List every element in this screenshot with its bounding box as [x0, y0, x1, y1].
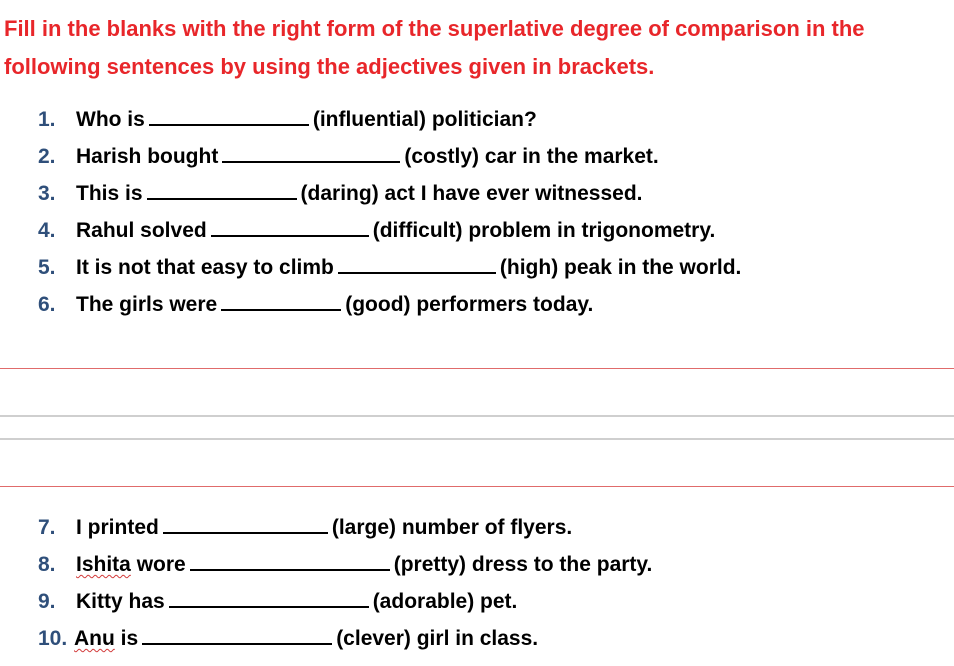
section-divider	[0, 415, 954, 417]
question-text	[74, 620, 538, 657]
question-text-after: (difficult) problem in trigonometry.	[372, 219, 716, 242]
question-text-before: The girls were	[76, 293, 218, 316]
question-text	[76, 138, 659, 175]
question-text-before: Who is	[76, 108, 145, 131]
question-text-after: (influential) politician?	[312, 108, 537, 131]
question-text	[76, 509, 572, 546]
answer-blank[interactable]	[149, 102, 309, 126]
question-text	[76, 175, 643, 212]
question-number: 3.	[38, 182, 56, 205]
question-text-after: (clever) girl in class.	[336, 627, 539, 650]
question-number: 9.	[38, 590, 56, 613]
question-text-before: I printed	[76, 516, 159, 539]
answer-blank[interactable]	[338, 250, 496, 274]
spellcheck-flagged-name: Ishita	[76, 553, 131, 576]
question-text-before: Kitty has	[76, 590, 165, 613]
question-text-after: (good) performers today.	[345, 293, 594, 316]
instructions-line-1: Fill in the blanks with the right form of the superlative degree of comparison in the	[4, 16, 865, 41]
question-text	[76, 212, 715, 249]
question-text-before: wore	[136, 553, 186, 576]
question-text	[76, 583, 517, 620]
question-number: 8.	[38, 553, 56, 576]
answer-blank[interactable]	[190, 547, 390, 571]
question-text	[76, 546, 652, 583]
question-text	[76, 249, 741, 286]
question-number: 6.	[38, 293, 56, 316]
instructions-heading	[4, 10, 954, 86]
spellcheck-flagged-name: Anu	[74, 627, 115, 650]
answer-blank[interactable]	[147, 176, 297, 200]
section-divider	[0, 368, 954, 369]
question-text	[76, 101, 537, 138]
section-divider	[0, 486, 954, 487]
question-text-before: Rahul solved	[76, 219, 207, 242]
instructions-line-2: following sentences by using the adjectives given in brackets.	[4, 54, 655, 79]
answer-blank[interactable]	[211, 213, 369, 237]
question-number: 2.	[38, 145, 56, 168]
question-text-after: (costly) car in the market.	[404, 145, 659, 168]
answer-blank[interactable]	[169, 584, 369, 608]
question-number: 1.	[38, 108, 56, 131]
answer-blank[interactable]	[163, 510, 328, 534]
question-number: 10.	[38, 627, 68, 650]
question-text	[76, 286, 593, 323]
question-number: 7.	[38, 516, 56, 539]
answer-blank[interactable]	[222, 139, 400, 163]
question-text-before: is	[120, 627, 139, 650]
question-text-after: (high) peak in the world.	[499, 256, 742, 279]
question-text-after: (large) number of flyers.	[331, 516, 573, 539]
question-text-before: Harish bought	[76, 145, 219, 168]
answer-blank[interactable]	[142, 621, 332, 645]
question-text-before: It is not that easy to climb	[76, 256, 334, 279]
section-divider	[0, 438, 954, 440]
question-number: 5.	[38, 256, 56, 279]
question-text-after: (adorable) pet.	[372, 590, 518, 613]
question-text-before: This is	[76, 182, 143, 205]
question-text-after: (pretty) dress to the party.	[393, 553, 653, 576]
question-text-after: (daring) act I have ever witnessed.	[300, 182, 643, 205]
answer-blank[interactable]	[221, 287, 341, 311]
question-number: 4.	[38, 219, 56, 242]
